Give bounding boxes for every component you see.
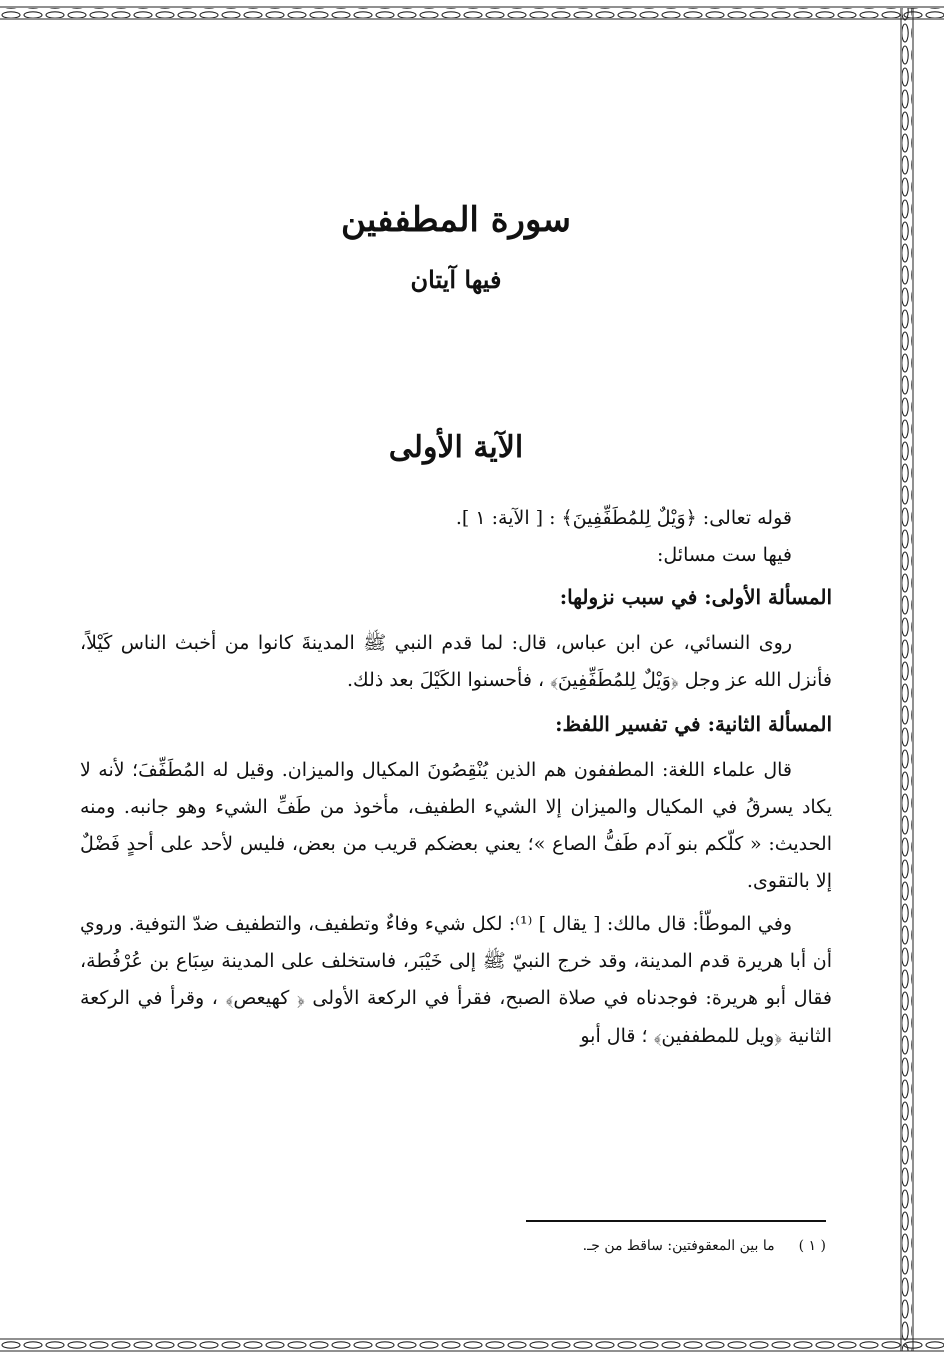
ayah-heading: الآية الأولى <box>388 430 524 465</box>
quote-line: قوله تعالى: ﴿وَيْلٌ لِلمُطَفِّفِينَ﴾ : [ الآية: ١ ]. <box>455 507 792 529</box>
paragraph: وفي الموطّأ: قال مالك: [ يقال ] ⁽¹⁾: لكل شيء وفاءٌ وتطفيف، والتطفيف ضدّ التوفية. وروي أن أبا هريرة قدم المدينة، وقد خرج النبيّ ﷺ إلى خَيْبَر، فاستخلف على المدينة سِبَاع بن عُرْفُطة، فقال أبو هريرة: فوجدناه في صلاة الصبح، فقرأ في الركعة الأولى ﴿ كهيعص﴾ ، وقرأ في الركعة الثانية ﴿ويل للمطففين﴾ ؛ قال أبو <box>80 913 832 1047</box>
paragraph: روى النسائي، عن ابن عباس، قال: لما قدم النبي ﷺ المدينةَ كانوا من أخبث الناس كَيْلاً، فأنزل الله عز وجل ﴿وَيْلٌ لِلمُطَفِّفِينَ﴾ ، فأحسنوا الكَيْلَ بعد ذلك. <box>80 632 832 692</box>
page-content <box>80 60 832 1320</box>
issues-intro: فيها ست مسائل: <box>656 544 792 567</box>
surah-subtitle: فيها آيتان <box>410 265 502 294</box>
footnote-number: ( ١ ) <box>798 1238 826 1254</box>
issue-heading-2: المسألة الثانية: في تفسير اللفظ: <box>555 712 832 737</box>
surah-title: سورة المطففين <box>340 200 571 240</box>
paragraph: قال علماء اللغة: المطففون هم الذين يُنْقِصُونَ المكيال والميزان. وقيل له المُطَفِّفَ؛ لأنه لا يكاد يسرقُ في المكيال والميزان إلا الشيء الطفيف، مأخوذ من طَفِّ الشيء وهو جانبه. ومنه الحديث: « كلّكم بنو آدم طَفُّ الصاع »؛ يعني بعضكم قريب من بعض، فليس لأحد على أحدٍ فَضْلٌ إلا بالتقوى. <box>80 759 832 893</box>
main-text <box>80 500 832 1055</box>
footnote-text: ما بين المعقوفتين: ساقط من جـ. <box>582 1238 775 1254</box>
footnote <box>226 1238 826 1254</box>
issue-heading-1: المسألة الأولى: في سبب نزولها: <box>559 585 832 610</box>
footnote-divider <box>526 1220 826 1222</box>
